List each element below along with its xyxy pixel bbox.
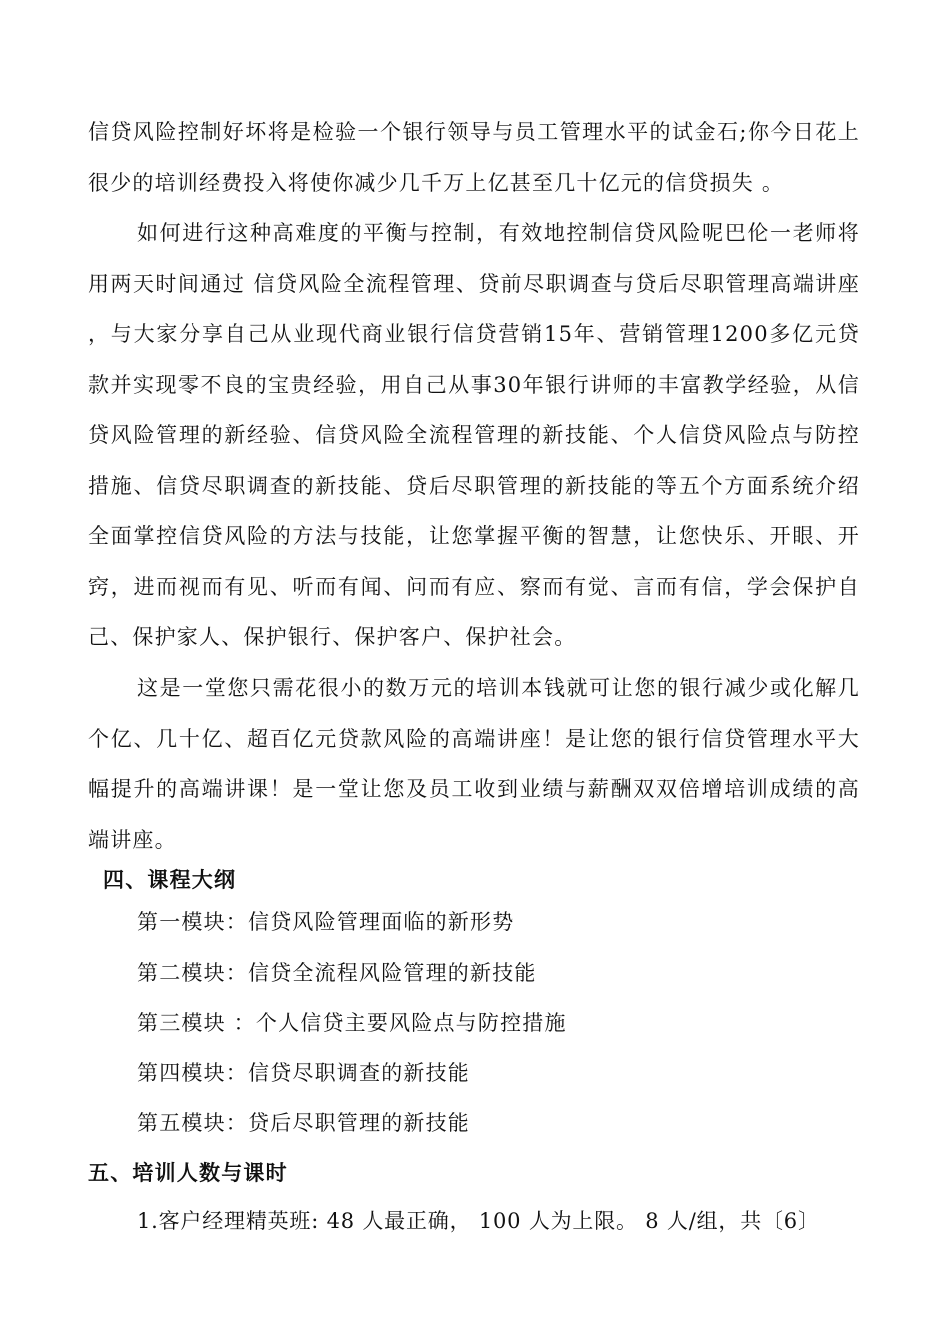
- outline-module-2: 第二模块：信贷全流程风险管理的新技能: [137, 961, 537, 985]
- value-proposition-paragraph: 这是一堂您只需花很小的数万元的培训本钱就可让您的银行减少或化解几个亿、几十亿、超百亿元贷款风险的高端讲座！是让您的银行信贷管理水平大幅提升的高端讲课！是一堂让您及员工收到业绩与薪酬双双倍增培训成绩的高端讲座。: [88, 676, 860, 852]
- outline-module-3: 第三模块 ：个人信贷主要风险点与防控措施: [137, 1011, 567, 1035]
- course-description-paragraph: 如何进行这种高难度的平衡与控制，有效地控制信贷风险呢巴伦一老师将用两天时间通过 信贷风险全流程管理、贷前尽职调查与贷后尽职管理高端讲座 ，与大家分享自己从业现代商业银行信贷营销15年、营销管理1200多亿元贷款并实现零不良的宝贵经验，用自己从事30年银行讲师的丰富教学经验，从信贷风险管理的新经验、信贷风险全流程管理的新技能、个人信贷风险点与防控措施、信贷尽职调查的新技能、贷后尽职管理的新技能的等五个方面系统介绍全面掌控信贷风险的方法与技能，让您掌握平衡的智慧，让您快乐、开眼、开窍，进而视而有见、听而有闻、问而有应、察而有觉、言而有信，学会保护自己、保护家人、保护银行、保护客户、保护社会。: [88, 221, 860, 649]
- section-heading-trainees-and-hours: 五、培训人数与课时: [88, 1161, 288, 1185]
- trainee-class-item-1: 1.客户经理精英班: 48 人最正确， 100 人为上限。 8 人/组，共〔6〕: [137, 1209, 820, 1233]
- outline-module-5: 第五模块：贷后尽职管理的新技能: [137, 1111, 470, 1135]
- outline-module-1: 第一模块：信贷风险管理面临的新形势: [137, 910, 515, 934]
- section-heading-course-outline: 四、课程大纲: [103, 868, 237, 892]
- intro-paragraph-continuation: 信贷风险控制好坏将是检验一个银行领导与员工管理水平的试金石;你今日花上很少的培训经费投入将使你减少几千万上亿甚至几十亿元的信贷损失 。: [88, 120, 860, 195]
- outline-module-4: 第四模块：信贷尽职调查的新技能: [137, 1061, 470, 1085]
